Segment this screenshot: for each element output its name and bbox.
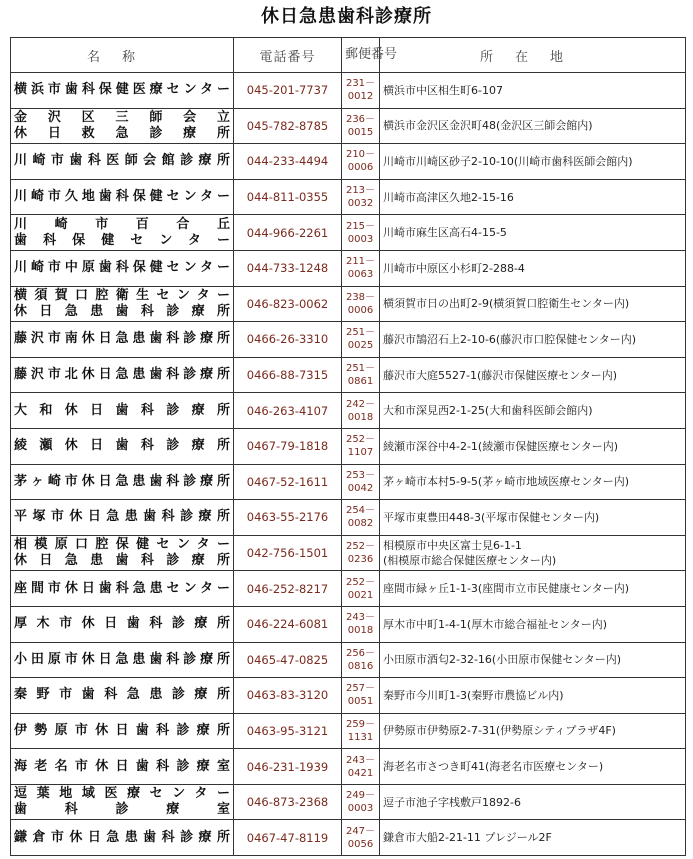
table-row — [11, 713, 686, 749]
clinic-name — [11, 428, 234, 464]
clinic-name-line: 綾瀬休日歯科診療所 — [14, 438, 230, 454]
clinic-address — [380, 179, 686, 215]
table-row — [11, 464, 686, 500]
clinic-postal-code-line: 231－ — [345, 78, 376, 90]
clinic-postal-code — [342, 820, 380, 856]
header-postal: 郵便番号 — [342, 38, 380, 73]
header-row — [11, 38, 686, 73]
clinic-name-line: 鎌倉市休日急患歯科診療所 — [14, 829, 230, 845]
clinic-name-line: 休日救急診療所 — [14, 125, 230, 141]
clinic-postal-code — [342, 642, 380, 678]
clinic-phone: 0463-95-3121 — [234, 713, 342, 749]
clinic-postal-code — [342, 357, 380, 393]
clinic-postal-code — [342, 73, 380, 109]
clinic-name — [11, 215, 234, 251]
clinic-address-line: 藤沢市鵠沼石上2-10-6(藤沢市口腔保健センター内) — [383, 332, 637, 346]
table-row — [11, 322, 686, 358]
clinic-phone: 044-966-2261 — [234, 215, 342, 251]
clinic-name — [11, 606, 234, 642]
clinic-address — [380, 713, 686, 749]
clinic-name — [11, 571, 234, 607]
clinic-name-line: 平塚市休日急患歯科診療所 — [14, 509, 230, 525]
clinic-address — [380, 250, 686, 286]
clinic-name — [11, 784, 234, 820]
clinic-address-line: (相模原市総合保健医療センター内) — [383, 554, 557, 568]
clinic-name-line: 歯科保健センター — [14, 232, 230, 248]
clinic-address — [380, 322, 686, 358]
clinic-name-line: 小田原市休日急患歯科診療所 — [14, 651, 230, 667]
clinic-postal-code-line: 257－ — [345, 683, 376, 695]
clinic-address-line: 逗子市池子字桟敷戸1892-6 — [383, 795, 521, 809]
clinic-address-line: 座間市緑ヶ丘1-1-3(座間市立市民健康センター内) — [383, 582, 630, 596]
clinic-name — [11, 713, 234, 749]
table-row — [11, 642, 686, 678]
clinic-address-line: 秦野市今川町1-3(秦野市農協ビル内) — [383, 688, 564, 702]
clinic-postal-code-line: 242－ — [345, 398, 376, 410]
clinic-postal-code-line: 252－ — [345, 541, 376, 553]
table-row — [11, 784, 686, 820]
table-row — [11, 820, 686, 856]
clinic-name-line: 休日急患歯科診療所 — [14, 303, 230, 319]
clinic-postal-code-line: 211－ — [345, 256, 376, 268]
clinic-postal-code — [342, 678, 380, 714]
clinic-address — [380, 144, 686, 180]
clinic-name — [11, 678, 234, 714]
table-row — [11, 357, 686, 393]
clinic-phone: 044-233-4494 — [234, 144, 342, 180]
clinic-postal-code-line: 0042 — [347, 482, 374, 494]
clinic-name — [11, 393, 234, 429]
clinic-postal-code — [342, 250, 380, 286]
clinic-phone: 0463-83-3120 — [234, 678, 342, 714]
table-row — [11, 428, 686, 464]
clinic-name-line: 大和休日歯科診療所 — [14, 402, 230, 418]
clinic-address-line: 大和市深見西2-1-25(大和歯科医師会館内) — [383, 404, 593, 418]
clinic-address-line: 小田原市酒匂2-32-16(小田原市保健センター内) — [383, 653, 622, 667]
table-row — [11, 749, 686, 785]
table-row — [11, 250, 686, 286]
clinic-name — [11, 286, 234, 322]
clinic-phone: 0466-26-3310 — [234, 322, 342, 358]
clinic-postal-code-line: 0025 — [347, 340, 374, 352]
clinic-postal-code-line: 215－ — [345, 220, 376, 232]
clinic-postal-code-line: 252－ — [345, 434, 376, 446]
clinic-address-line: 相模原市中央区富士見6-1-1 — [383, 539, 522, 553]
clinic-postal-code — [342, 749, 380, 785]
clinic-address — [380, 820, 686, 856]
clinic-postal-code — [342, 428, 380, 464]
clinic-postal-code-line: 252－ — [345, 576, 376, 588]
clinic-name — [11, 535, 234, 571]
clinic-phone: 0463-55-2176 — [234, 500, 342, 536]
clinic-name-line: 相模原口腔保健センター — [14, 537, 230, 553]
clinic-address — [380, 286, 686, 322]
clinic-postal-code — [342, 571, 380, 607]
clinic-address — [380, 606, 686, 642]
clinic-postal-code-line: 0003 — [347, 233, 374, 245]
clinic-name-line: 金沢区三師会立 — [14, 109, 230, 125]
clinic-address — [380, 215, 686, 251]
clinic-phone: 0467-47-8119 — [234, 820, 342, 856]
clinic-postal-code-line: 0021 — [347, 589, 374, 601]
clinic-address-line: 川崎市川崎区砂子2-10-10(川崎市歯科医師会館内) — [383, 154, 633, 168]
clinic-phone: 042-756-1501 — [234, 535, 342, 571]
clinic-address — [380, 571, 686, 607]
table-row — [11, 286, 686, 322]
clinic-address — [380, 73, 686, 109]
clinic-address — [380, 535, 686, 571]
clinic-address — [380, 642, 686, 678]
clinic-name — [11, 464, 234, 500]
clinic-phone: 044-811-0355 — [234, 179, 342, 215]
clinic-phone: 046-873-2368 — [234, 784, 342, 820]
clinic-address — [380, 500, 686, 536]
clinic-name-line: 藤沢市南休日急患歯科診療所 — [14, 331, 230, 347]
clinic-address — [380, 357, 686, 393]
table-row — [11, 73, 686, 109]
clinic-postal-code — [342, 144, 380, 180]
clinic-phone: 045-782-8785 — [234, 108, 342, 144]
clinic-postal-code — [342, 500, 380, 536]
clinic-postal-code-line: 0236 — [347, 554, 374, 566]
clinic-postal-code-line: 253－ — [345, 469, 376, 481]
clinic-name — [11, 642, 234, 678]
clinic-name-line: 川崎市久地歯科保健センター — [14, 189, 230, 205]
clinic-address — [380, 428, 686, 464]
clinic-postal-code — [342, 179, 380, 215]
clinic-name — [11, 357, 234, 393]
clinic-postal-code-line: 236－ — [345, 113, 376, 125]
clinic-postal-code-line: 0015 — [347, 126, 374, 138]
clinic-address-line: 川崎市中原区小杉町2-288-4 — [383, 261, 525, 275]
table-row — [11, 500, 686, 536]
clinic-address-line: 綾瀬市深谷中4-2-1(綾瀬市保健医療センター内) — [383, 439, 619, 453]
clinic-name-line: 歯科診療室 — [14, 802, 230, 818]
clinic-postal-code-line: 249－ — [345, 790, 376, 802]
clinic-name-line: 海老名市休日歯科診療室 — [14, 758, 230, 774]
clinic-phone: 046-263-4107 — [234, 393, 342, 429]
clinic-postal-code-line: 0082 — [347, 518, 374, 530]
table-row — [11, 179, 686, 215]
clinic-address — [380, 464, 686, 500]
clinic-name-line: 藤沢市北休日急患歯科診療所 — [14, 367, 230, 383]
clinic-phone: 0467-79-1818 — [234, 428, 342, 464]
clinic-name-line: 厚木市休日歯科診療所 — [14, 616, 230, 632]
clinic-address — [380, 678, 686, 714]
clinic-name — [11, 322, 234, 358]
clinic-name — [11, 108, 234, 144]
clinic-postal-code-line: 0003 — [347, 803, 374, 815]
clinic-name-line: 川崎市百合丘 — [14, 216, 230, 232]
clinic-postal-code-line: 251－ — [345, 327, 376, 339]
clinic-phone: 046-252-8217 — [234, 571, 342, 607]
clinic-name-line: 秦野市歯科急患診療所 — [14, 687, 230, 703]
table-row — [11, 108, 686, 144]
clinic-postal-code-line: 0051 — [347, 696, 374, 708]
clinic-name-line: 茅ヶ崎市休日急患歯科診療所 — [14, 473, 230, 489]
clinic-postal-code-line: 213－ — [345, 185, 376, 197]
clinic-directory-table — [10, 37, 686, 856]
clinic-name-line: 伊勢原市休日歯科診療所 — [14, 722, 230, 738]
clinic-address-line: 横須賀市日の出町2-9(横須賀口腔衛生センター内) — [383, 297, 630, 311]
clinic-phone: 0467-52-1611 — [234, 464, 342, 500]
header-address: 所在地 — [380, 38, 686, 73]
clinic-postal-code-line: 247－ — [345, 825, 376, 837]
clinic-postal-code-line: 0006 — [347, 162, 374, 174]
clinic-postal-code-line: 0032 — [347, 198, 374, 210]
clinic-phone: 044-733-1248 — [234, 250, 342, 286]
clinic-name — [11, 820, 234, 856]
clinic-address — [380, 749, 686, 785]
clinic-name — [11, 73, 234, 109]
clinic-name-line: 川崎市歯科医師会館診療所 — [14, 153, 230, 169]
clinic-address — [380, 784, 686, 820]
clinic-postal-code-line: 1107 — [347, 447, 374, 459]
clinic-postal-code — [342, 535, 380, 571]
clinic-address — [380, 393, 686, 429]
clinic-name-line: 横須賀口腔衛生センター — [14, 287, 230, 303]
clinic-postal-code-line: 1131 — [347, 731, 374, 743]
clinic-name — [11, 179, 234, 215]
clinic-postal-code — [342, 606, 380, 642]
clinic-address-line: 平塚市東豊田448-3(平塚市保健センター内) — [383, 510, 600, 524]
table-body — [11, 73, 686, 856]
clinic-name — [11, 749, 234, 785]
clinic-name-line: 横浜市歯科保健医療センター — [14, 82, 230, 98]
clinic-postal-code — [342, 393, 380, 429]
clinic-address-line: 鎌倉市大船2-21-11 プレジール2F — [383, 831, 552, 845]
clinic-name-line: 逗葉地域医療センター — [14, 786, 230, 802]
clinic-address-line: 横浜市金沢区金沢町48(金沢区三師会館内) — [383, 119, 593, 133]
clinic-name — [11, 144, 234, 180]
clinic-name-line: 休日急患歯科診療所 — [14, 553, 230, 569]
clinic-postal-code-line: 243－ — [345, 612, 376, 624]
page-title: 休日急患歯科診療所 — [261, 6, 432, 27]
clinic-postal-code-line: 0012 — [347, 91, 374, 103]
clinic-postal-code-line: 0018 — [347, 411, 374, 423]
table-row — [11, 571, 686, 607]
table-row — [11, 393, 686, 429]
clinic-postal-code-line: 254－ — [345, 505, 376, 517]
clinic-address-line: 茅ヶ崎市本村5-9-5(茅ヶ崎市地域医療センター内) — [383, 475, 630, 489]
table-row — [11, 606, 686, 642]
clinic-phone: 0465-47-0825 — [234, 642, 342, 678]
table-row — [11, 678, 686, 714]
clinic-postal-code-line: 0006 — [347, 304, 374, 316]
clinic-address-line: 海老名市さつき町41(海老名市医療センター) — [383, 760, 604, 774]
clinic-postal-code — [342, 108, 380, 144]
clinic-address — [380, 108, 686, 144]
clinic-postal-code — [342, 286, 380, 322]
table-row — [11, 215, 686, 251]
clinic-phone: 046-224-6081 — [234, 606, 342, 642]
table-row — [11, 144, 686, 180]
clinic-name-line: 川崎市中原歯科保健センター — [14, 260, 230, 276]
clinic-postal-code-line: 0421 — [347, 767, 374, 779]
clinic-address-line: 藤沢市大庭5527-1(藤沢市保健医療センター内) — [383, 368, 618, 382]
clinic-postal-code — [342, 464, 380, 500]
clinic-postal-code-line: 210－ — [345, 149, 376, 161]
clinic-address-line: 伊勢原市伊勢原2-7-31(伊勢原シティプラザ4F) — [383, 724, 616, 738]
table-row — [11, 535, 686, 571]
clinic-address-line: 川崎市高津区久地2-15-16 — [383, 190, 514, 204]
clinic-postal-code — [342, 784, 380, 820]
clinic-postal-code-line: 0861 — [347, 376, 374, 388]
clinic-postal-code-line: 0063 — [347, 269, 374, 281]
clinic-phone: 046-823-0062 — [234, 286, 342, 322]
clinic-postal-code-line: 243－ — [345, 754, 376, 766]
clinic-address-line: 横浜市中区相生町6-107 — [383, 83, 503, 97]
clinic-postal-code-line: 0056 — [347, 838, 374, 850]
clinic-postal-code-line: 0816 — [347, 660, 374, 672]
header-phone: 電話番号 — [234, 38, 342, 73]
clinic-postal-code-line: 259－ — [345, 718, 376, 730]
clinic-address-line: 川崎市麻生区高石4-15-5 — [383, 226, 507, 240]
clinic-postal-code — [342, 713, 380, 749]
clinic-phone: 045-201-7737 — [234, 73, 342, 109]
clinic-phone: 046-231-1939 — [234, 749, 342, 785]
clinic-name — [11, 500, 234, 536]
clinic-postal-code-line: 251－ — [345, 363, 376, 375]
clinic-postal-code-line: 0018 — [347, 625, 374, 637]
header-name: 名称 — [11, 38, 234, 73]
clinic-name — [11, 250, 234, 286]
clinic-postal-code — [342, 322, 380, 358]
clinic-phone: 0466-88-7315 — [234, 357, 342, 393]
clinic-name-line: 座間市休日歯科急患センター — [14, 580, 230, 596]
clinic-postal-code — [342, 215, 380, 251]
clinic-postal-code-line: 238－ — [345, 291, 376, 303]
clinic-postal-code-line: 256－ — [345, 647, 376, 659]
clinic-address-line: 厚木市中町1-4-1(厚木市総合福祉センター内) — [383, 617, 608, 631]
